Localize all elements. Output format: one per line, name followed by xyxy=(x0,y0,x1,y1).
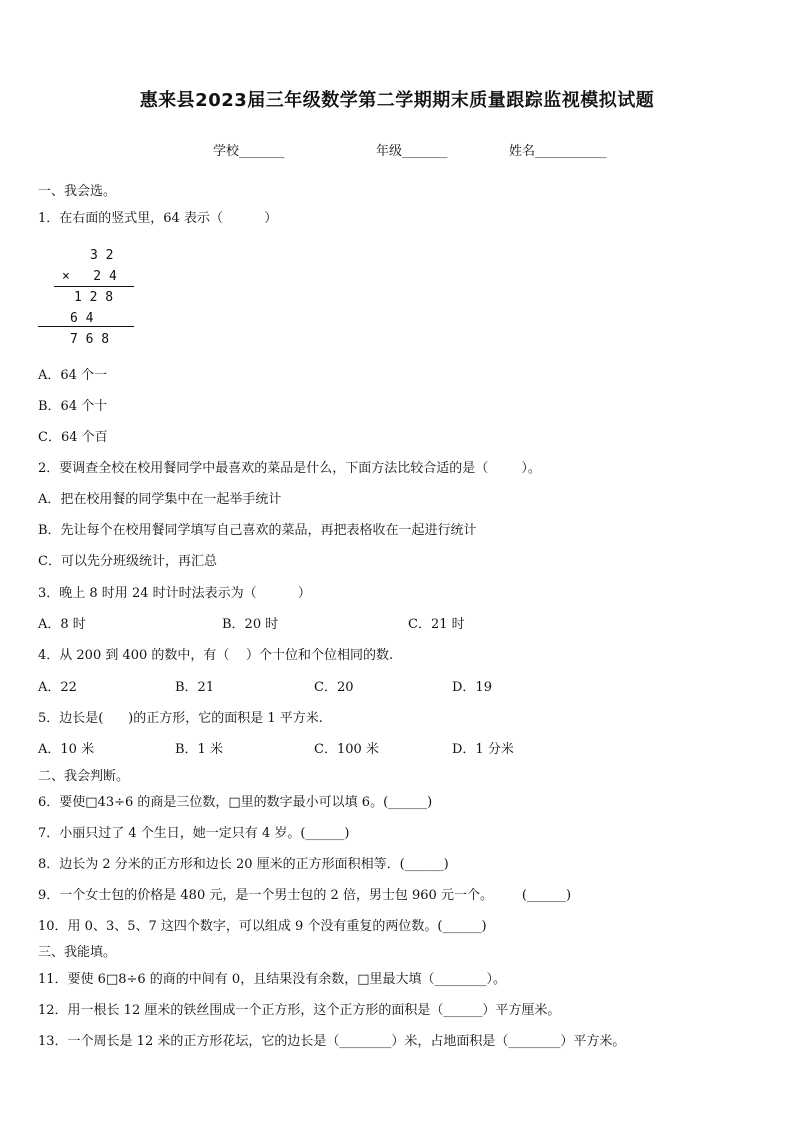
q5-option-a: A．10 米 xyxy=(38,742,95,757)
q7-text: 7．小丽只过了 4 个生日，她一定只有 4 岁。(______) xyxy=(38,826,350,841)
q3-option-a: A．8 时 xyxy=(38,617,86,632)
q9-text: 9．一个女士包的价格是 480 元，是一个男士包的 2 倍，男士包 960 元一个。 (______) xyxy=(38,888,572,903)
q13-text: 13．一个周长是 12 米的正方形花坛，它的边长是（________）米，占地面积是（________）平方米。 xyxy=(38,1034,626,1049)
calc-rule-2 xyxy=(38,326,134,327)
q4-option-d: D．19 xyxy=(452,680,492,695)
q4-option-a: A．22 xyxy=(38,680,77,695)
q5-option-d: D．1 分米 xyxy=(452,742,514,757)
q4-option-b: B．21 xyxy=(175,680,215,695)
q1-option-c: C．64 个百 xyxy=(38,430,108,445)
q3-option-c: C．21 时 xyxy=(408,617,465,632)
calc-rule-1 xyxy=(54,286,134,287)
q8-text: 8．边长为 2 分米的正方形和边长 20 厘米的正方形面积相等．(______) xyxy=(38,857,449,872)
page-title: 惠来县2023届三年级数学第二学期期末质量跟踪监视模拟试题 xyxy=(139,90,655,111)
calc-row-3: 1 2 8 xyxy=(74,290,114,305)
q5-stem: 5．边长是( )的正方形，它的面积是 1 平方米. xyxy=(38,711,323,726)
name-field: 姓名___________ xyxy=(509,144,607,159)
section-2-heading: 二、我会判断。 xyxy=(38,769,130,784)
q11-text: 11．要使 6□8÷6 的商的中间有 0，且结果没有余数，□里最大填（________）。 xyxy=(38,972,506,987)
calc-row-1: 3 2 xyxy=(90,248,114,263)
section-1-heading: 一、我会选。 xyxy=(38,184,117,199)
q5-option-c: C．100 米 xyxy=(314,742,379,757)
q4-stem: 4．从 200 到 400 的数中，有（ ）个十位和个位相同的数. xyxy=(38,648,394,663)
q1-option-b: B．64 个十 xyxy=(38,399,108,414)
q2-option-b: B．先让每个在校用餐同学填写自己喜欢的菜品，再把表格收在一起进行统计 xyxy=(38,523,477,538)
q12-text: 12．用一根长 12 厘米的铁丝围成一个正方形，这个正方形的面积是（______）平方厘米。 xyxy=(38,1003,561,1018)
q1-option-a: A．64 个一 xyxy=(38,368,108,383)
q6-text: 6．要使□43÷6 的商是三位数，□里的数字最小可以填 6。(______) xyxy=(38,795,433,810)
q2-option-a: A．把在校用餐的同学集中在一起举手统计 xyxy=(38,492,282,507)
q2-stem: 2．要调查全校在校用餐同学中最喜欢的菜品是什么，下面方法比较合适的是（ ）。 xyxy=(38,461,541,476)
q4-option-c: C．20 xyxy=(314,680,354,695)
q2-option-c: C．可以先分班级统计，再汇总 xyxy=(38,554,217,569)
q3-stem: 3．晚上 8 时用 24 时计时法表示为（ ） xyxy=(38,586,311,601)
calc-row-2: × 2 4 xyxy=(62,269,117,284)
school-field: 学校_______ xyxy=(213,144,285,159)
q3-option-b: B．20 时 xyxy=(222,617,279,632)
grade-field: 年级_______ xyxy=(376,144,448,159)
calc-row-4: 6 4 xyxy=(70,311,94,326)
q5-option-b: B．1 米 xyxy=(175,742,223,757)
calc-row-5: 7 6 8 xyxy=(70,332,110,347)
q10-text: 10．用 0、3、5、7 这四个数字，可以组成 9 个没有重复的两位数。(______) xyxy=(38,919,487,934)
section-3-heading: 三、我能填。 xyxy=(38,945,117,960)
q1-stem: 1．在右面的竖式里，64 表示（ ） xyxy=(38,211,278,226)
